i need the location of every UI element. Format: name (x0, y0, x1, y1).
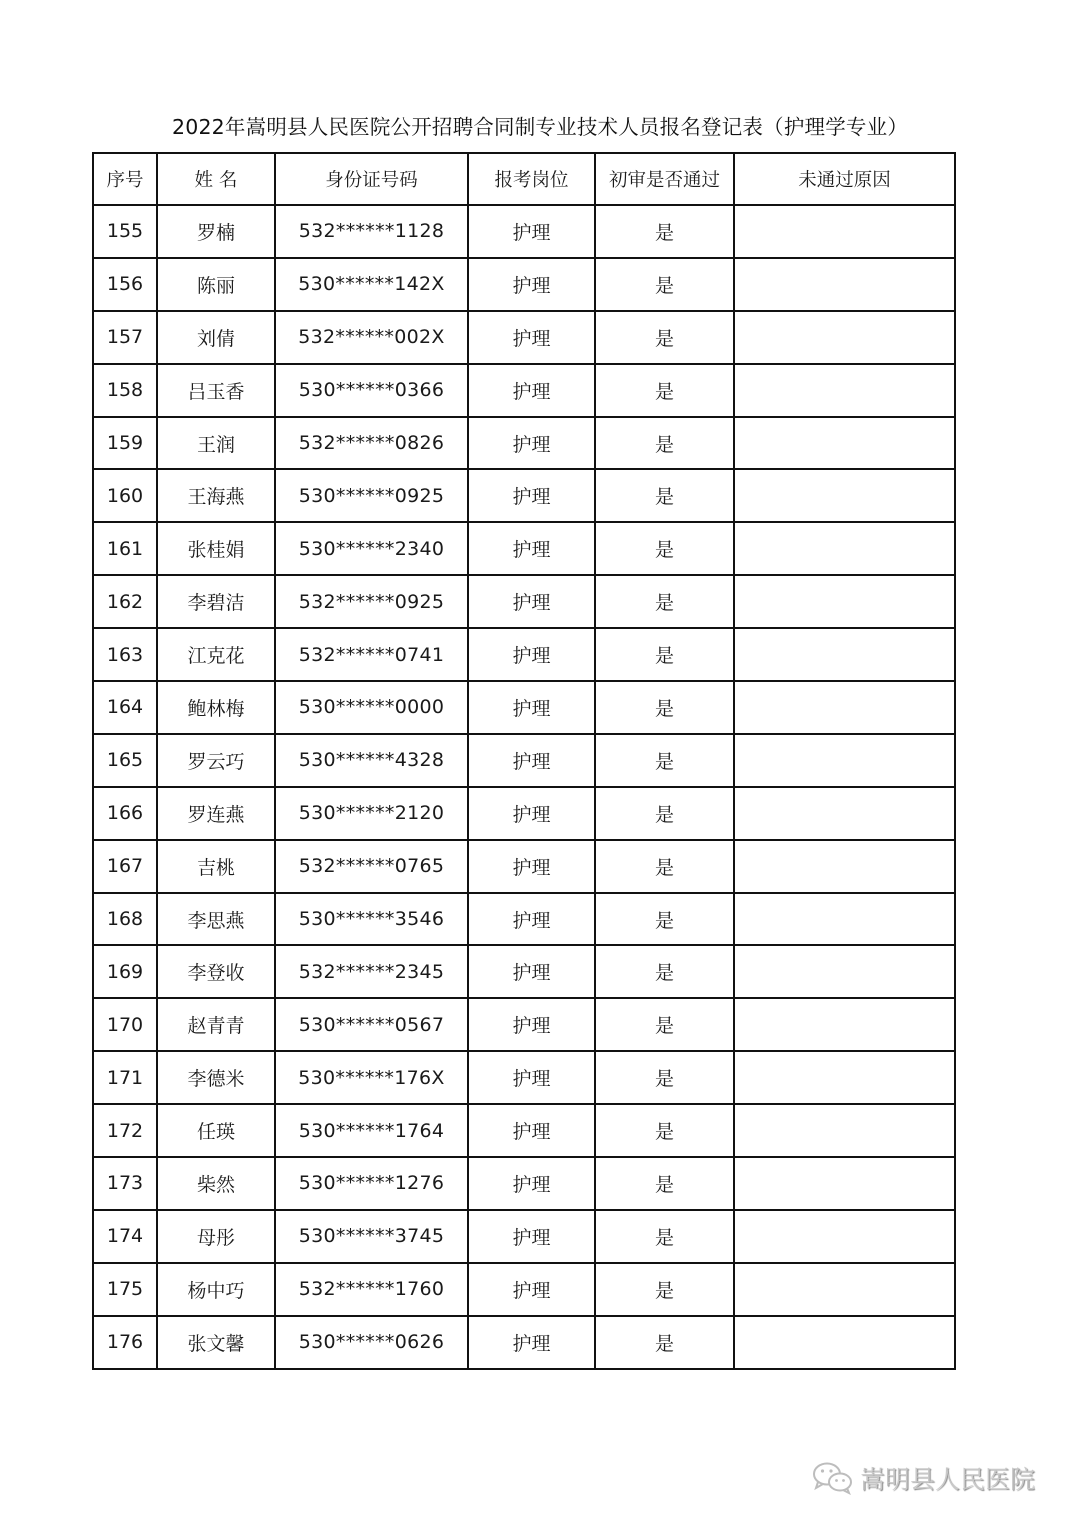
cell-position: 护理 (468, 893, 595, 946)
cell-fail-reason (734, 522, 955, 575)
cell-fail-reason (734, 364, 955, 417)
cell-id-number: 530******2340 (275, 522, 468, 575)
cell-serial-no: 157 (93, 311, 157, 364)
cell-passed: 是 (595, 1104, 734, 1157)
cell-serial-no: 165 (93, 734, 157, 787)
cell-name: 王海燕 (157, 469, 275, 522)
cell-name: 张桂娟 (157, 522, 275, 575)
table-row (93, 417, 955, 470)
cell-id-number: 530******1276 (275, 1157, 468, 1210)
table-row (93, 469, 955, 522)
cell-serial-no: 155 (93, 205, 157, 258)
table-row (93, 893, 955, 946)
cell-serial-no: 173 (93, 1157, 157, 1210)
cell-fail-reason (734, 1104, 955, 1157)
cell-id-number: 532******0826 (275, 417, 468, 470)
cell-passed: 是 (595, 575, 734, 628)
cell-serial-no: 160 (93, 469, 157, 522)
cell-name: 吕玉香 (157, 364, 275, 417)
cell-name: 张文馨 (157, 1316, 275, 1369)
cell-position: 护理 (468, 417, 595, 470)
cell-fail-reason (734, 1263, 955, 1316)
cell-serial-no: 169 (93, 945, 157, 998)
table-row (93, 840, 955, 893)
cell-serial-no: 176 (93, 1316, 157, 1369)
cell-passed: 是 (595, 840, 734, 893)
watermark-text: 嵩明县人民医院 (860, 1465, 1036, 1494)
cell-id-number: 530******0925 (275, 469, 468, 522)
cell-name: 鲍林梅 (157, 681, 275, 734)
cell-name: 罗连燕 (157, 787, 275, 840)
cell-passed: 是 (595, 469, 734, 522)
cell-serial-no: 163 (93, 628, 157, 681)
cell-fail-reason (734, 258, 955, 311)
cell-position: 护理 (468, 311, 595, 364)
cell-name: 任瑛 (157, 1104, 275, 1157)
wechat-icon (812, 1461, 854, 1495)
cell-serial-no: 170 (93, 998, 157, 1051)
cell-fail-reason (734, 893, 955, 946)
cell-position: 护理 (468, 787, 595, 840)
cell-id-number: 530******3745 (275, 1210, 468, 1263)
cell-fail-reason (734, 205, 955, 258)
cell-passed: 是 (595, 1210, 734, 1263)
cell-id-number: 532******002X (275, 311, 468, 364)
cell-fail-reason (734, 311, 955, 364)
cell-passed: 是 (595, 1051, 734, 1104)
cell-passed: 是 (595, 998, 734, 1051)
cell-passed: 是 (595, 311, 734, 364)
cell-serial-no: 168 (93, 893, 157, 946)
cell-id-number: 532******0765 (275, 840, 468, 893)
cell-passed: 是 (595, 787, 734, 840)
cell-fail-reason (734, 628, 955, 681)
table-row (93, 364, 955, 417)
cell-id-number: 532******2345 (275, 945, 468, 998)
cell-passed: 是 (595, 258, 734, 311)
cell-position: 护理 (468, 1263, 595, 1316)
cell-position: 护理 (468, 840, 595, 893)
cell-name: 李德米 (157, 1051, 275, 1104)
cell-passed: 是 (595, 364, 734, 417)
cell-serial-no: 167 (93, 840, 157, 893)
cell-id-number: 530******2120 (275, 787, 468, 840)
cell-passed: 是 (595, 522, 734, 575)
cell-fail-reason (734, 734, 955, 787)
cell-id-number: 530******1764 (275, 1104, 468, 1157)
cell-name: 罗云巧 (157, 734, 275, 787)
header-passed: 初审是否通过 (595, 153, 734, 205)
cell-id-number: 530******176X (275, 1051, 468, 1104)
cell-position: 护理 (468, 628, 595, 681)
cell-fail-reason (734, 681, 955, 734)
cell-position: 护理 (468, 998, 595, 1051)
table-row (93, 575, 955, 628)
cell-serial-no: 164 (93, 681, 157, 734)
cell-name: 陈丽 (157, 258, 275, 311)
cell-serial-no: 158 (93, 364, 157, 417)
cell-id-number: 530******0366 (275, 364, 468, 417)
cell-position: 护理 (468, 1210, 595, 1263)
cell-passed: 是 (595, 734, 734, 787)
cell-position: 护理 (468, 469, 595, 522)
cell-name: 李思燕 (157, 893, 275, 946)
table-row (93, 205, 955, 258)
table-row (93, 311, 955, 364)
cell-fail-reason (734, 1210, 955, 1263)
cell-passed: 是 (595, 205, 734, 258)
cell-fail-reason (734, 417, 955, 470)
table-row (93, 1051, 955, 1104)
cell-serial-no: 174 (93, 1210, 157, 1263)
cell-id-number: 532******0925 (275, 575, 468, 628)
table-body (93, 205, 955, 1369)
cell-passed: 是 (595, 945, 734, 998)
cell-position: 护理 (468, 522, 595, 575)
header-serial-no: 序号 (93, 153, 157, 205)
cell-id-number: 530******3546 (275, 893, 468, 946)
watermark (812, 1460, 1035, 1496)
cell-position: 护理 (468, 205, 595, 258)
cell-name: 罗楠 (157, 205, 275, 258)
cell-passed: 是 (595, 417, 734, 470)
cell-fail-reason (734, 1157, 955, 1210)
cell-fail-reason (734, 575, 955, 628)
cell-passed: 是 (595, 1157, 734, 1210)
cell-id-number: 532******0741 (275, 628, 468, 681)
cell-name: 母彤 (157, 1210, 275, 1263)
cell-fail-reason (734, 469, 955, 522)
table-row (93, 1104, 955, 1157)
cell-serial-no: 159 (93, 417, 157, 470)
cell-id-number: 532******1128 (275, 205, 468, 258)
cell-passed: 是 (595, 893, 734, 946)
header-fail-reason: 未通过原因 (734, 153, 955, 205)
cell-serial-no: 175 (93, 1263, 157, 1316)
cell-passed: 是 (595, 628, 734, 681)
cell-serial-no: 162 (93, 575, 157, 628)
header-name: 姓 名 (157, 153, 275, 205)
cell-position: 护理 (468, 575, 595, 628)
registration-table (92, 152, 956, 1370)
cell-position: 护理 (468, 1157, 595, 1210)
cell-fail-reason (734, 945, 955, 998)
cell-name: 柴然 (157, 1157, 275, 1210)
cell-name: 刘倩 (157, 311, 275, 364)
document-title: 2022年嵩明县人民医院公开招聘合同制专业技术人员报名登记表（护理学专业） (171, 115, 909, 139)
table-row (93, 945, 955, 998)
cell-id-number: 530******0567 (275, 998, 468, 1051)
cell-name: 吉桃 (157, 840, 275, 893)
cell-serial-no: 161 (93, 522, 157, 575)
table-row (93, 258, 955, 311)
cell-fail-reason (734, 998, 955, 1051)
cell-name: 李登收 (157, 945, 275, 998)
cell-serial-no: 156 (93, 258, 157, 311)
cell-position: 护理 (468, 1104, 595, 1157)
cell-id-number: 530******142X (275, 258, 468, 311)
table-row (93, 1210, 955, 1263)
cell-name: 赵青青 (157, 998, 275, 1051)
cell-id-number: 530******4328 (275, 734, 468, 787)
cell-id-number: 530******0000 (275, 681, 468, 734)
table-header-row (93, 153, 955, 205)
cell-serial-no: 166 (93, 787, 157, 840)
table-row (93, 1263, 955, 1316)
cell-fail-reason (734, 1316, 955, 1369)
table-row (93, 522, 955, 575)
cell-name: 李碧洁 (157, 575, 275, 628)
table-row (93, 998, 955, 1051)
cell-position: 护理 (468, 734, 595, 787)
table-row (93, 734, 955, 787)
cell-position: 护理 (468, 1051, 595, 1104)
cell-name: 江克花 (157, 628, 275, 681)
table-row (93, 1316, 955, 1369)
table-row (93, 787, 955, 840)
cell-fail-reason (734, 787, 955, 840)
cell-fail-reason (734, 1051, 955, 1104)
cell-position: 护理 (468, 258, 595, 311)
table-row (93, 681, 955, 734)
cell-position: 护理 (468, 1316, 595, 1369)
cell-position: 护理 (468, 945, 595, 998)
table-row (93, 1157, 955, 1210)
cell-passed: 是 (595, 681, 734, 734)
cell-passed: 是 (595, 1316, 734, 1369)
cell-passed: 是 (595, 1263, 734, 1316)
header-id-number: 身份证号码 (275, 153, 468, 205)
cell-serial-no: 172 (93, 1104, 157, 1157)
cell-fail-reason (734, 840, 955, 893)
cell-position: 护理 (468, 364, 595, 417)
cell-serial-no: 171 (93, 1051, 157, 1104)
cell-id-number: 530******0626 (275, 1316, 468, 1369)
cell-name: 杨中巧 (157, 1263, 275, 1316)
cell-position: 护理 (468, 681, 595, 734)
header-position: 报考岗位 (468, 153, 595, 205)
cell-id-number: 532******1760 (275, 1263, 468, 1316)
cell-name: 王润 (157, 417, 275, 470)
table-row (93, 628, 955, 681)
